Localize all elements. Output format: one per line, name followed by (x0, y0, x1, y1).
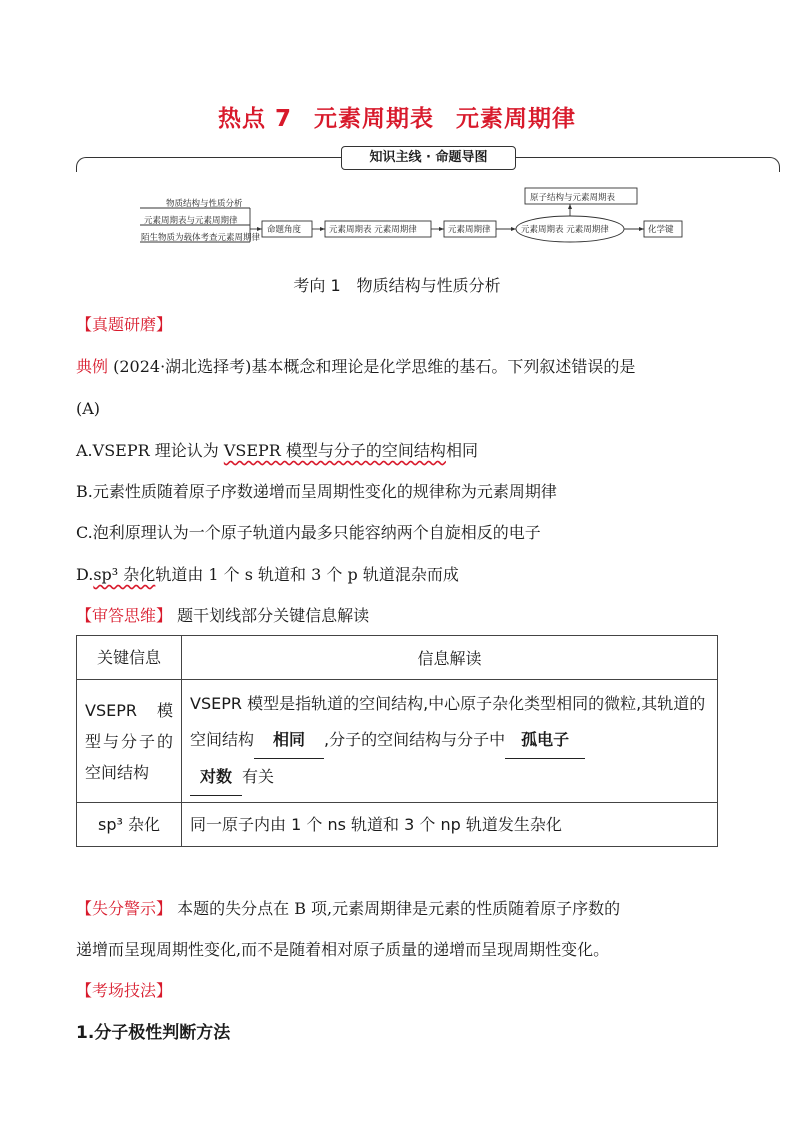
mindmap-atom-box: 原子结构与元素周期表 (530, 193, 616, 203)
option-c: C.泡利原理认为一个原子轨道内最多只能容纳两个自旋相反的电子 (76, 523, 541, 542)
example-source: (2024·湖北选择考) (113, 357, 252, 376)
zhenti-tag: 【真题研磨】 (76, 315, 173, 334)
shifen-tag: 【失分警示】 (76, 899, 173, 918)
jifa-tag: 【考场技法】 (76, 981, 173, 1000)
option-a-suffix: 相同 (445, 441, 478, 460)
table-row (77, 680, 718, 803)
option-a-underlined: VSEPR 模型与分子的空间结构 (223, 441, 446, 460)
mindmap-angle-box: 命题角度 (267, 225, 302, 235)
title-topic-law: 元素周期律 (456, 106, 576, 132)
section-heading: 考向 1 物质结构与性质分析 (293, 276, 501, 295)
shifen-text-1: 本题的失分点在 B 项,元素周期律是元素的性质随着原子序数的 (177, 899, 621, 918)
table-row-key: sp³ 杂化 (77, 803, 182, 847)
example-stem (76, 355, 635, 379)
concept-mindmap (140, 182, 700, 254)
row1-text-c: 有关 (242, 767, 275, 786)
option-d-suffix: 轨道由 1 个 s 轨道和 3 个 p 轨道混杂而成 (155, 565, 459, 584)
example-tag: 典例 (76, 357, 109, 376)
row1-blank-lone-pair-a: 孤电子 (505, 722, 585, 759)
mindmap-table-law-box: 元素周期表 元素周期律 (329, 225, 417, 235)
table-row-key: VSEPR 模型与分子的空间结构 (77, 680, 182, 803)
row1-blank-lone-pair-b: 对数 (190, 759, 242, 796)
row1-blank-same: 相同 (254, 722, 324, 759)
mindmap-bond-box: 化学键 (648, 225, 674, 235)
table-header-row (77, 636, 718, 680)
mindmap-ellipse-label: 元素周期表 元素周期律 (521, 225, 609, 235)
option-a (76, 439, 478, 463)
table-header-key: 关键信息 (77, 636, 182, 680)
mindmap-item-table-law: 元素周期表与元素周期律 (144, 216, 238, 226)
table-header-interpretation: 信息解读 (182, 636, 718, 680)
mindmap-law-box: 元素周期律 (448, 225, 491, 235)
mindmap-item-unfamiliar: 陌生物质为载体考查元素周期律 (141, 233, 261, 243)
option-d-prefix: D. (76, 565, 94, 584)
option-d-underlined: sp³ 杂化 (93, 565, 156, 584)
shenda-tag: 【审答思维】 (76, 606, 173, 625)
mindmap-item-structure: 物质结构与性质分析 (166, 199, 243, 209)
table-row (77, 803, 718, 847)
shifen-line-2: 递增而呈现周期性变化,而不是随着相对原子质量的递增而呈现周期性变化。 (76, 940, 610, 959)
example-question: 基本概念和理论是化学思维的基石。下列叙述错误的是 (251, 357, 636, 376)
method-heading: 1.分子极性判断方法 (76, 1023, 231, 1043)
row1-text-a: VSEPR 模型是指轨道的空间结构,中心原子杂化类型相同的微粒,其轨道的空间结构 (190, 694, 706, 749)
option-b: B.元素性质随着原子序数递增而呈周期性变化的规律称为元素周期律 (76, 482, 557, 501)
shifen-line-1 (76, 897, 620, 921)
table-row-interpretation (182, 680, 718, 803)
option-d (76, 563, 459, 587)
shenda-line (76, 604, 369, 628)
row1-text-b: ,分子的空间结构与分子中 (324, 730, 506, 749)
page-title (0, 100, 794, 133)
analysis-table (76, 635, 718, 847)
example-answer: (A) (76, 399, 101, 418)
title-hotspot-number: 热点 7 (217, 106, 292, 132)
shenda-text: 题干划线部分关键信息解读 (177, 606, 370, 625)
title-topic-table: 元素周期表 (314, 106, 434, 132)
banner-label: 知识主线 · 命题导图 (341, 146, 516, 170)
option-a-prefix: A.VSEPR 理论认为 (76, 441, 224, 460)
table-row-interpretation: 同一原子内由 1 个 ns 轨道和 3 个 np 轨道发生杂化 (182, 803, 718, 847)
